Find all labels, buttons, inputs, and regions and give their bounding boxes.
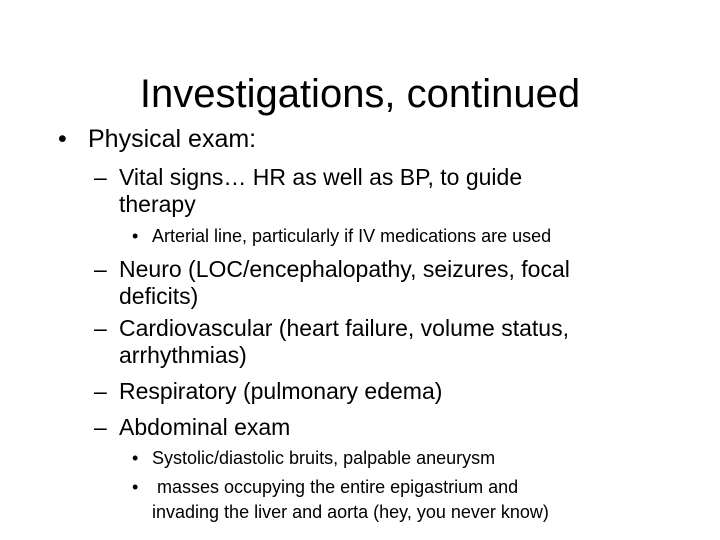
subitem-text-line1: Cardiovascular (heart failure, volume status, [119, 315, 569, 341]
subsubitem-text-line1: masses occupying the entire epigastrium and [152, 477, 519, 497]
subsubitem-text: Systolic/diastolic bruits, palpable aneurysm [152, 448, 496, 468]
subitem-text-line2: arrhythmias) [119, 342, 247, 368]
dash-marker: – [94, 315, 107, 341]
subsubitem-text-line2: invading the liver and aorta (hey, you never know) [152, 502, 549, 522]
subitem-text: Respiratory (pulmonary edema) [119, 378, 443, 404]
subitem-text: Abdominal exam [119, 414, 291, 440]
slide-title: Investigations, continued [139, 72, 581, 116]
dash-marker: – [94, 378, 107, 404]
subitem-text-line1: Vital signs… HR as well as BP, to guide [119, 164, 523, 190]
bullet-marker: • [132, 448, 139, 468]
dash-marker: – [94, 256, 107, 282]
subitem-text-line2: deficits) [119, 283, 199, 309]
dash-marker: – [94, 164, 107, 190]
subitem-text-line2: therapy [119, 191, 196, 217]
bullet-marker: • [58, 125, 67, 153]
subsubitem-text: Arterial line, particularly if IV medications are used [152, 226, 552, 246]
bullet-marker: • [132, 226, 139, 246]
dash-marker: – [94, 414, 107, 440]
bullet-marker: • [132, 477, 139, 497]
subitem-text-line1: Neuro (LOC/encephalopathy, seizures, focal [119, 256, 570, 282]
bullet-text: Physical exam: [88, 125, 257, 153]
